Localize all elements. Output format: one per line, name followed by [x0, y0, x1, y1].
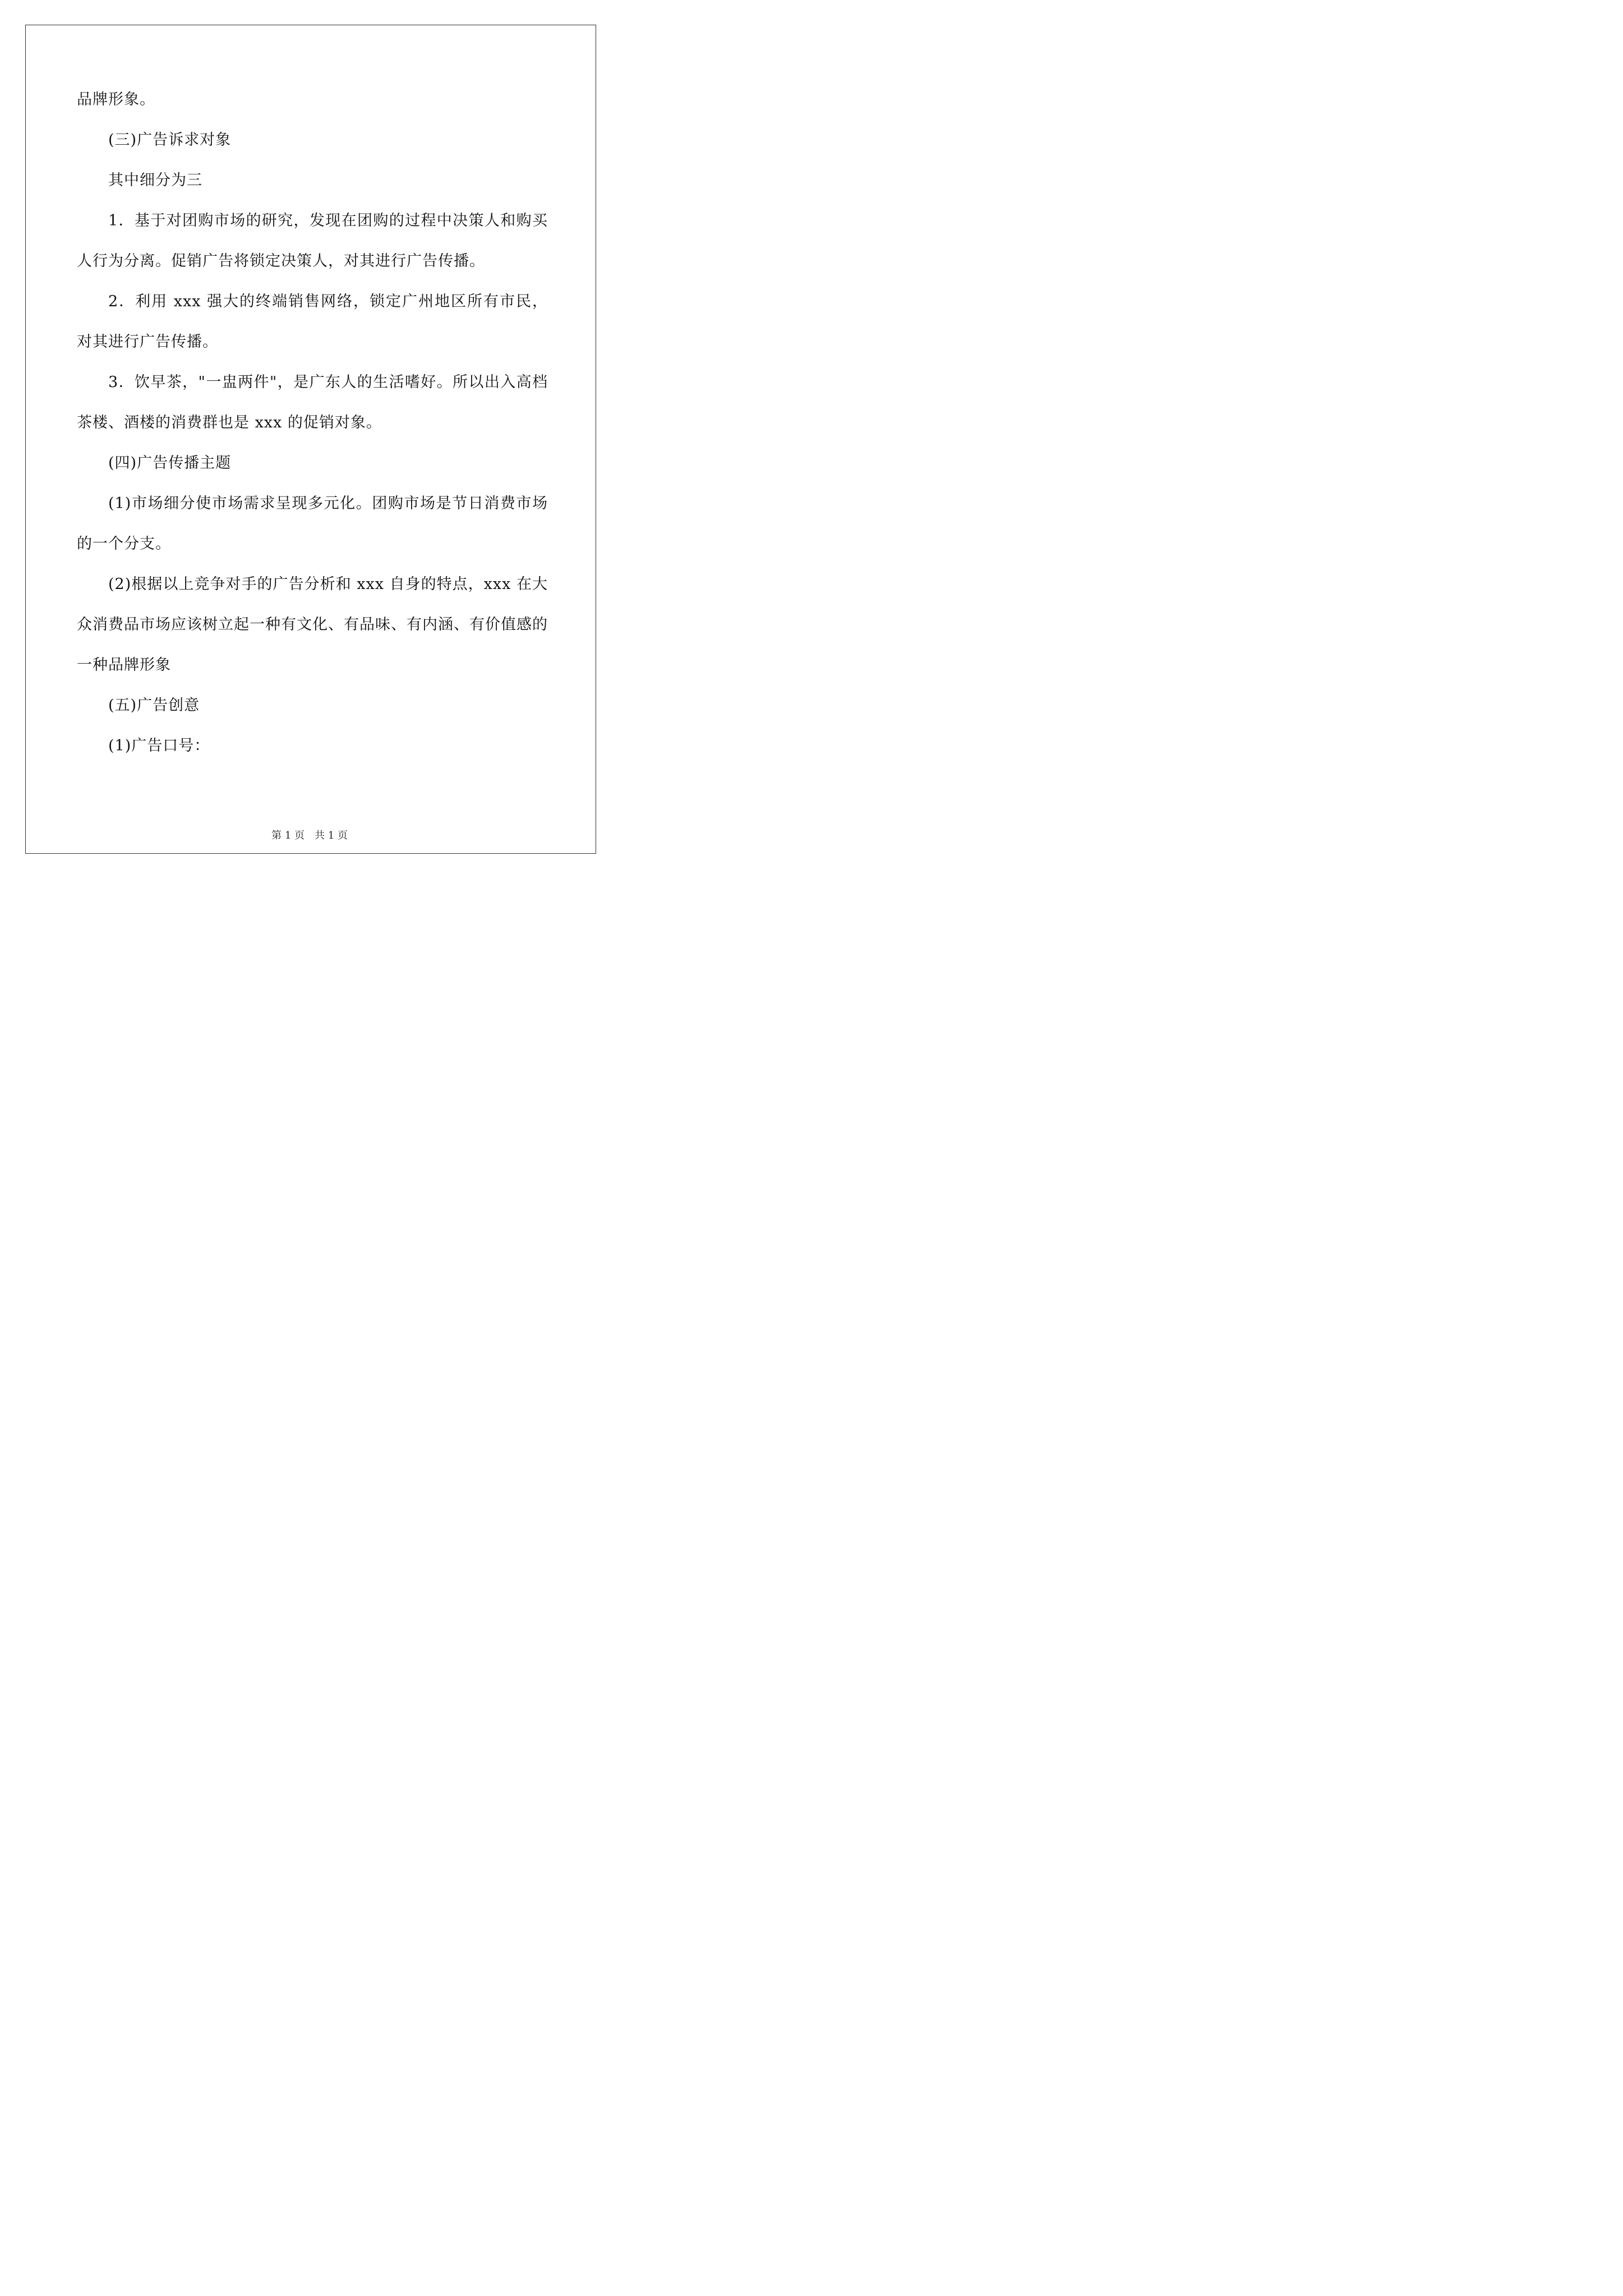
- paragraph-item-2: 2．利用 xxx 强大的终端销售网络，锁定广州地区所有市民，对其进行广告传播。: [77, 293, 548, 351]
- paragraph-ad-slogan: (1)广告口号：: [108, 737, 210, 754]
- paragraph-brand-image-tail: 品牌形象。: [77, 91, 155, 108]
- paragraph-theme-1: (1)市场细分使市场需求呈现多元化。团购市场是节日消费市场的一个分支。: [77, 495, 548, 553]
- paragraph-item-1: 1．基于对团购市场的研究，发现在团购的过程中决策人和购买人行为分离。促销广告将锁定决策人，对其进行广告传播。: [77, 212, 548, 270]
- paragraph-theme-2: (2)根据以上竞争对手的广告分析和 xxx 自身的特点，xxx 在大众消费品市场应该树立起一种有文化、有品味、有内涵、有价值感的一种品牌形象: [77, 576, 548, 674]
- heading-ad-appeal-target: (三)广告诉求对象: [108, 131, 232, 149]
- document-body: [77, 80, 548, 766]
- page-total-label: 共 1 页: [315, 830, 348, 841]
- heading-ad-creative: (五)广告创意: [108, 697, 200, 714]
- page-footer: [0, 829, 619, 843]
- heading-ad-theme: (四)广告传播主题: [108, 454, 232, 472]
- paragraph-item-3: 3．饮早茶，"一盅两件"，是广东人的生活嗜好。所以出入高档茶楼、酒楼的消费群也是 xxx 的促销对象。: [77, 374, 548, 431]
- paragraph-subdivision-intro: 其中细分为三: [108, 172, 202, 189]
- page-number-label: 第 1 页: [271, 830, 305, 841]
